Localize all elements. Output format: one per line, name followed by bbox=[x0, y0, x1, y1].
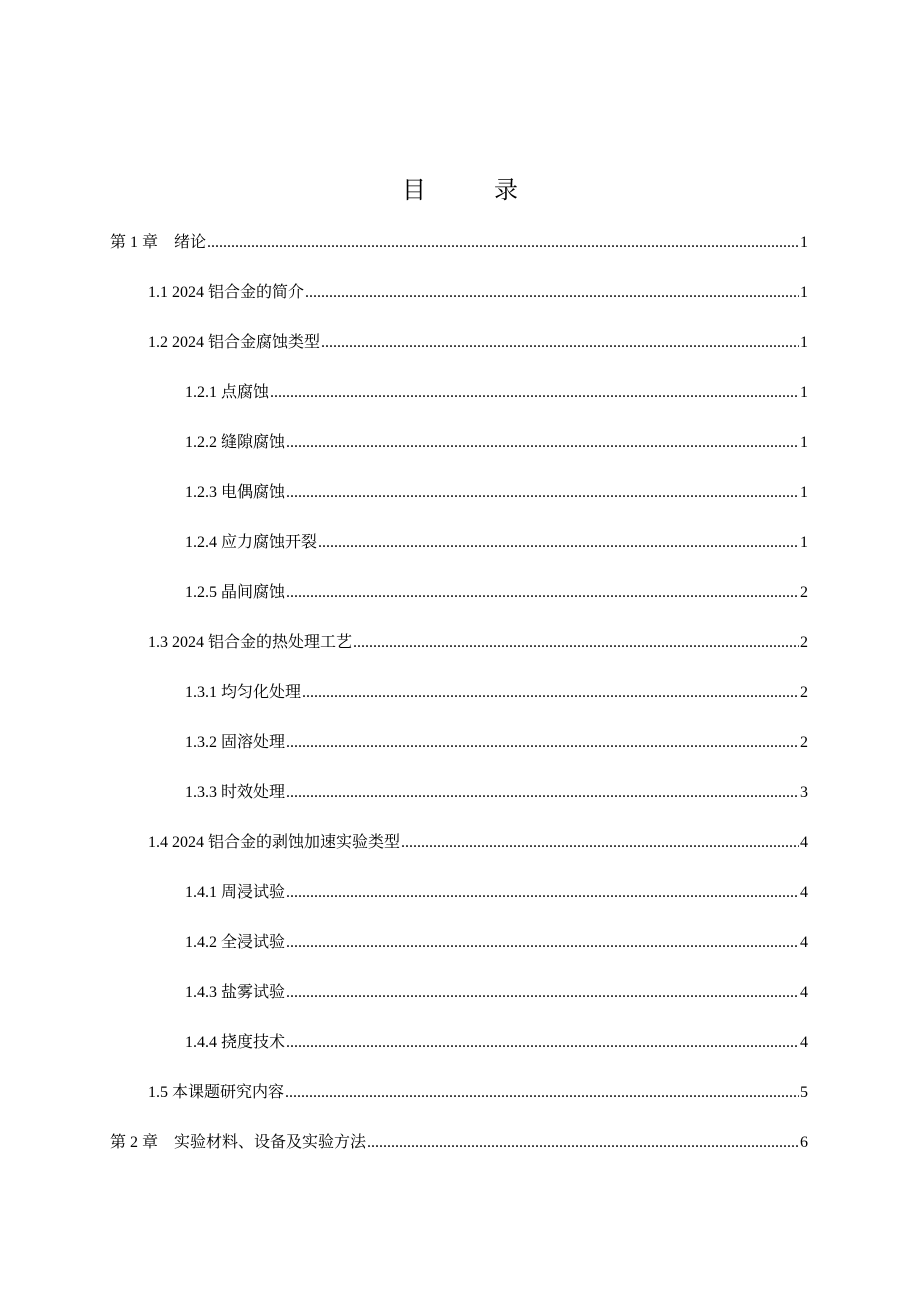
toc-leader-dots bbox=[286, 980, 799, 1006]
toc-entry-page: 1 bbox=[800, 284, 808, 301]
toc-entry[interactable] bbox=[148, 280, 808, 306]
toc-leader-dots bbox=[321, 330, 799, 356]
toc-entry-label: 1.2.5 晶间腐蚀 bbox=[185, 584, 286, 601]
toc-entry-label: 1.4.2 全浸试验 bbox=[185, 934, 286, 951]
toc-leader-dots bbox=[286, 430, 799, 456]
toc-leader-dots bbox=[367, 1130, 799, 1156]
toc-leader-dots bbox=[286, 580, 799, 606]
toc-entry-label: 1.2 2024 铝合金腐蚀类型 bbox=[148, 334, 321, 351]
toc-entry-page: 4 bbox=[800, 884, 808, 901]
toc-entry[interactable] bbox=[185, 580, 808, 606]
toc-entry[interactable] bbox=[185, 430, 808, 456]
toc-entry[interactable] bbox=[148, 330, 808, 356]
toc-leader-dots bbox=[285, 1080, 799, 1106]
toc-entry[interactable] bbox=[185, 530, 808, 556]
toc-entry-page: 6 bbox=[800, 1134, 808, 1151]
toc-entry-page: 2 bbox=[800, 684, 808, 701]
toc-entry[interactable] bbox=[185, 930, 808, 956]
toc-entry-page: 1 bbox=[800, 384, 808, 401]
toc-entry-label: 1.3.1 均匀化处理 bbox=[185, 684, 302, 701]
toc-entry-page: 4 bbox=[800, 1034, 808, 1051]
toc-entry[interactable] bbox=[148, 830, 808, 856]
toc-entry-page: 4 bbox=[800, 984, 808, 1001]
toc-entry[interactable] bbox=[185, 880, 808, 906]
toc-entry[interactable] bbox=[110, 230, 808, 256]
toc-entry[interactable] bbox=[185, 730, 808, 756]
toc-entry[interactable] bbox=[185, 780, 808, 806]
toc-entry[interactable] bbox=[148, 1080, 808, 1106]
toc-entry-label: 1.3 2024 铝合金的热处理工艺 bbox=[148, 634, 353, 651]
toc-entry[interactable] bbox=[110, 1130, 808, 1156]
toc-entry-page: 1 bbox=[800, 334, 808, 351]
toc-entry-label: 1.2.4 应力腐蚀开裂 bbox=[185, 534, 318, 551]
toc-entry-label: 第 1 章 绪论 bbox=[110, 234, 207, 251]
toc-entry[interactable] bbox=[185, 980, 808, 1006]
toc-entry-label: 1.2.3 电偶腐蚀 bbox=[185, 484, 286, 501]
toc-leader-dots bbox=[286, 480, 799, 506]
toc-entry-label: 1.2.2 缝隙腐蚀 bbox=[185, 434, 286, 451]
toc-leader-dots bbox=[286, 730, 799, 756]
toc-entry-page: 1 bbox=[800, 534, 808, 551]
toc-entry-label: 1.4.1 周浸试验 bbox=[185, 884, 286, 901]
toc-leader-dots bbox=[302, 680, 799, 706]
toc-entry-page: 1 bbox=[800, 234, 808, 251]
toc-entry-label: 1.4.4 挠度技术 bbox=[185, 1034, 286, 1051]
toc-entry[interactable] bbox=[185, 680, 808, 706]
toc-entry-page: 2 bbox=[800, 584, 808, 601]
toc-leader-dots bbox=[286, 1030, 799, 1056]
toc-leader-dots bbox=[286, 880, 799, 906]
toc-entry[interactable] bbox=[185, 480, 808, 506]
toc-leader-dots bbox=[270, 380, 799, 406]
toc-leader-dots bbox=[401, 830, 799, 856]
toc-entry-page: 1 bbox=[800, 434, 808, 451]
toc-leader-dots bbox=[286, 780, 799, 806]
toc-entry-page: 5 bbox=[800, 1084, 808, 1101]
toc-leader-dots bbox=[353, 630, 799, 656]
toc-entry-page: 1 bbox=[800, 484, 808, 501]
toc-entry-label: 1.4.3 盐雾试验 bbox=[185, 984, 286, 1001]
toc-leader-dots bbox=[318, 530, 799, 556]
toc-title: 目 录 bbox=[402, 176, 540, 204]
toc-entry-page: 4 bbox=[800, 834, 808, 851]
toc-leader-dots bbox=[207, 230, 799, 256]
toc-leader-dots bbox=[286, 930, 799, 956]
toc-entry-page: 4 bbox=[800, 934, 808, 951]
toc-entry-page: 2 bbox=[800, 734, 808, 751]
toc-entry-page: 2 bbox=[800, 634, 808, 651]
toc-entry[interactable] bbox=[185, 380, 808, 406]
toc-entry-label: 1.2.1 点腐蚀 bbox=[185, 384, 270, 401]
toc-entry-label: 1.4 2024 铝合金的剥蚀加速实验类型 bbox=[148, 834, 401, 851]
toc-entry-label: 1.1 2024 铝合金的简介 bbox=[148, 284, 305, 301]
toc-entry-label: 1.3.3 时效处理 bbox=[185, 784, 286, 801]
toc-entry-label: 1.5 本课题研究内容 bbox=[148, 1084, 285, 1101]
toc-leader-dots bbox=[305, 280, 799, 306]
toc-entry[interactable] bbox=[185, 1030, 808, 1056]
toc-entry[interactable] bbox=[148, 630, 808, 656]
toc-entry-label: 第 2 章 实验材料、设备及实验方法 bbox=[110, 1134, 367, 1151]
toc-entry-label: 1.3.2 固溶处理 bbox=[185, 734, 286, 751]
toc-entry-page: 3 bbox=[800, 784, 808, 801]
